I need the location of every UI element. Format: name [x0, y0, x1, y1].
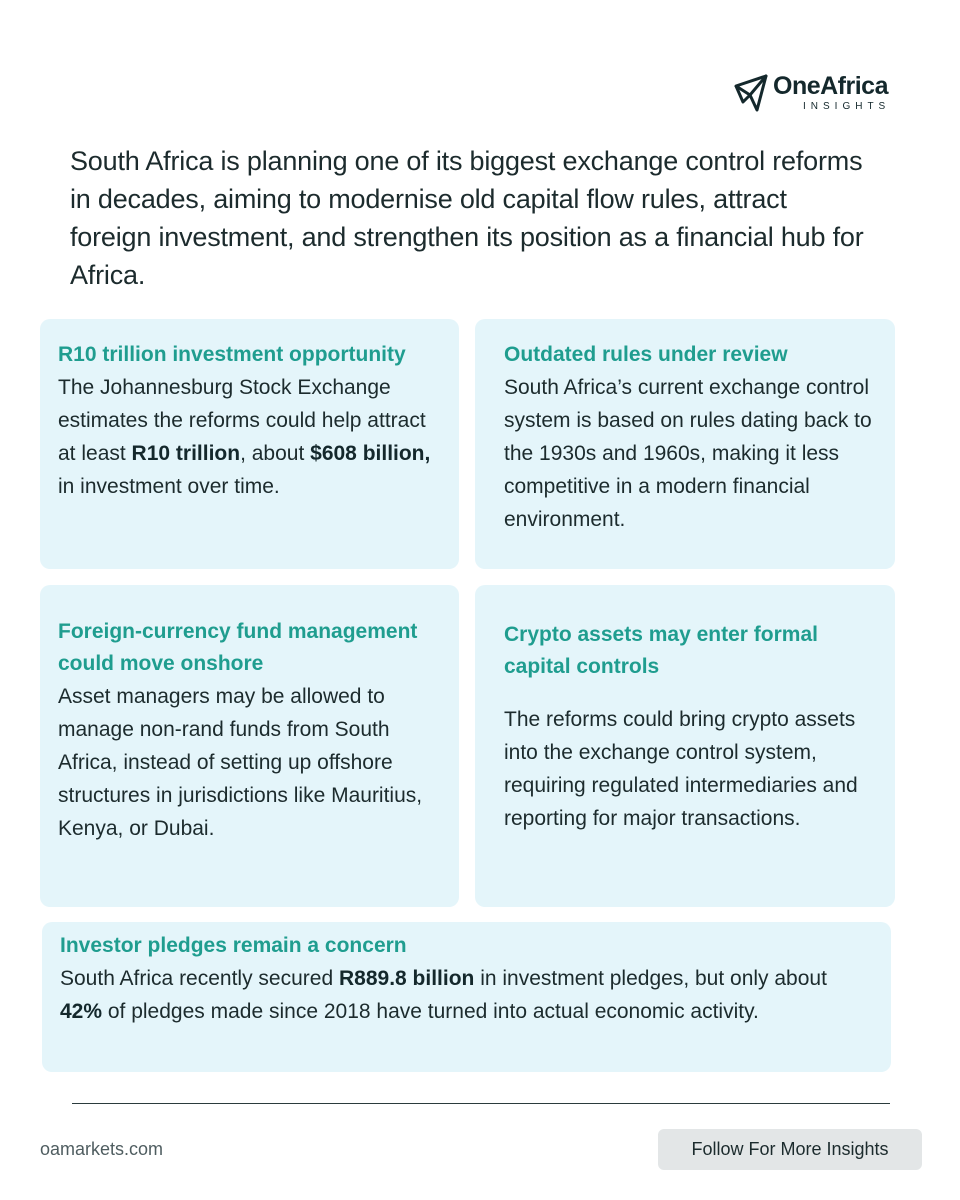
highlight-figure: R889.8 billion — [338, 967, 475, 990]
card-title: Investor pledges remain a concern — [60, 934, 407, 957]
card-outdated-rules — [475, 319, 895, 569]
intro-text: South Africa is planning one of its biggest exchange control reforms in decades, aiming to modernise old capital flow rules, attract foreign investment, and strengthen its position as a financial hub for Africa. — [70, 146, 864, 290]
body-text: in investment over time. — [58, 475, 280, 498]
body-text: South Africa recently secured — [60, 967, 339, 990]
card-crypto-assets — [475, 585, 895, 907]
body-text: Asset managers may be allowed to manage non-rand funds from South Africa, instead of setting up offshore structures in jurisdictions like Mauritius, Kenya, or Dubai. — [58, 685, 423, 840]
website-link[interactable]: oamarkets.com — [40, 1139, 164, 1159]
body-text: , about — [240, 442, 311, 465]
footer-divider — [72, 1103, 890, 1104]
brand-subtitle: INSIGHTS — [803, 101, 891, 112]
card-body — [60, 962, 873, 1028]
paper-plane-icon — [733, 72, 769, 114]
card-title: R10 trillion investment opportunity — [58, 343, 406, 366]
card-body — [504, 703, 877, 835]
body-text: in investment pledges, but only about — [474, 967, 827, 990]
follow-button[interactable]: Follow For More Insights — [658, 1129, 922, 1170]
card-investor-pledges — [42, 922, 891, 1072]
card-body — [504, 371, 877, 536]
card-title: Foreign-currency fund management could move onshore — [58, 620, 418, 675]
card-body — [58, 371, 441, 503]
card-body — [58, 680, 441, 845]
card-investment-opportunity — [40, 319, 459, 569]
card-fund-management — [40, 585, 459, 907]
body-text: The reforms could bring crypto assets into the exchange control system, requiring regulated intermediaries and reporting for major transactions. — [504, 708, 858, 830]
body-text: of pledges made since 2018 have turned into actual economic activity. — [102, 1000, 759, 1023]
highlight-figure: 42% — [60, 1000, 103, 1023]
body-text: South Africa’s current exchange control system is based on rules dating back to the 1930s and 1960s, making it less competitive in a modern financial environment. — [504, 376, 872, 531]
body-text: The Johannesburg Stock Exchange estimates the reforms could help attract at least — [58, 376, 426, 465]
highlight-figure: $608 billion, — [310, 442, 431, 465]
highlight-figure: R10 trillion — [131, 442, 241, 465]
card-title: Outdated rules under review — [504, 343, 788, 366]
brand-logo — [733, 68, 893, 118]
brand-name: OneAfrica — [773, 72, 888, 100]
card-title: Crypto assets may enter formal capital controls — [504, 623, 818, 678]
